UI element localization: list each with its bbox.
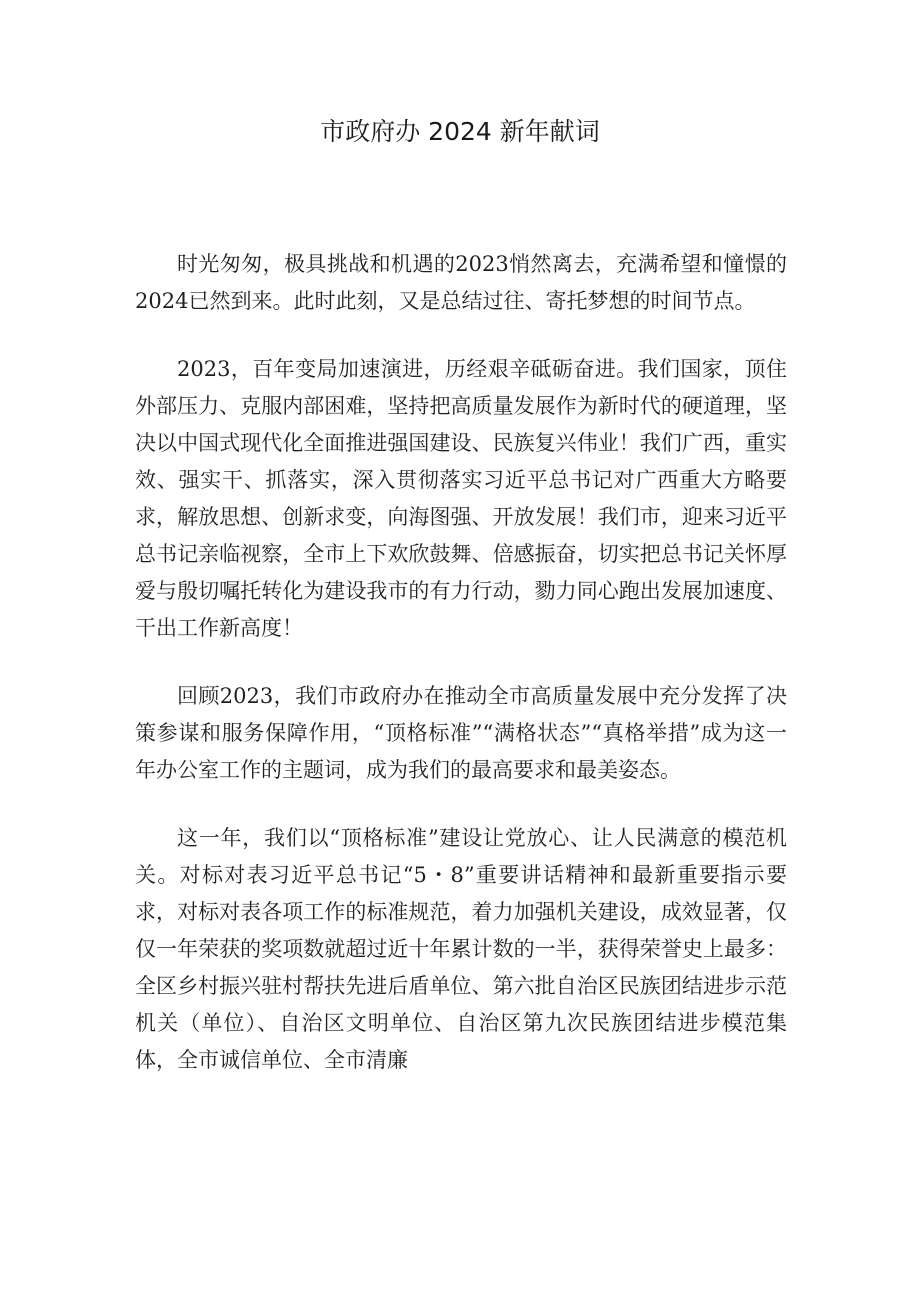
paragraph-model-agency: 这一年，我们以“顶格标准”建设让党放心、让人民满意的模范机关。对标对表习近平总书记“5・8”重要讲话精神和最新重要指示要求，对标对表各项工作的标准规范，着力加强机关建设，成效显著，仅仅一年荣获的奖项数就超过近十年累计数的一半，获得荣誉史上最多：全区乡村振兴驻村帮扶先进后盾单位、第六批自治区民族团结进步示范机关（单位）、自治区文明单位、自治区第九次民族团结进步模范集体，全市诚信单位、全市清廉 <box>135 826 787 1072</box>
document-body <box>135 246 787 1110</box>
paragraph-opening: 时光匆匆，极具挑战和机遇的2023悄然离去，充满希望和憧憬的2024已然到来。此时此刻，又是总结过往、寄托梦想的时间节点。 <box>135 252 787 313</box>
paragraph-office-review: 回顾2023，我们市政府办在推动全市高质量发展中充分发挥了决策参谋和服务保障作用，“顶格标准”“满格状态”“真格举措”成为这一年办公室工作的主题词，成为我们的最高要求和最美姿态。 <box>135 684 787 782</box>
paragraph-2023-review: 2023，百年变局加速演进，历经艰辛砥砺奋进。我们国家，顶住外部压力、克服内部困难，坚持把高质量发展作为新时代的硬道理，坚决以中国式现代化全面推进强国建设、民族复兴伟业！我们广西，重实效、强实干、抓落实，深入贯彻落实习近平总书记对广西重大方略要求，解放思想、创新求变，向海图强、开放发展！我们市，迎来习近平总书记亲临视察，全市上下欢欣鼓舞、倍感振奋，切实把总书记关怀厚爱与殷切嘱托转化为建设我市的有力行动，勠力同心跑出发展加速度、干出工作新高度！ <box>135 357 787 640</box>
document-title: 市政府办 2024 新年献词 <box>320 117 600 146</box>
